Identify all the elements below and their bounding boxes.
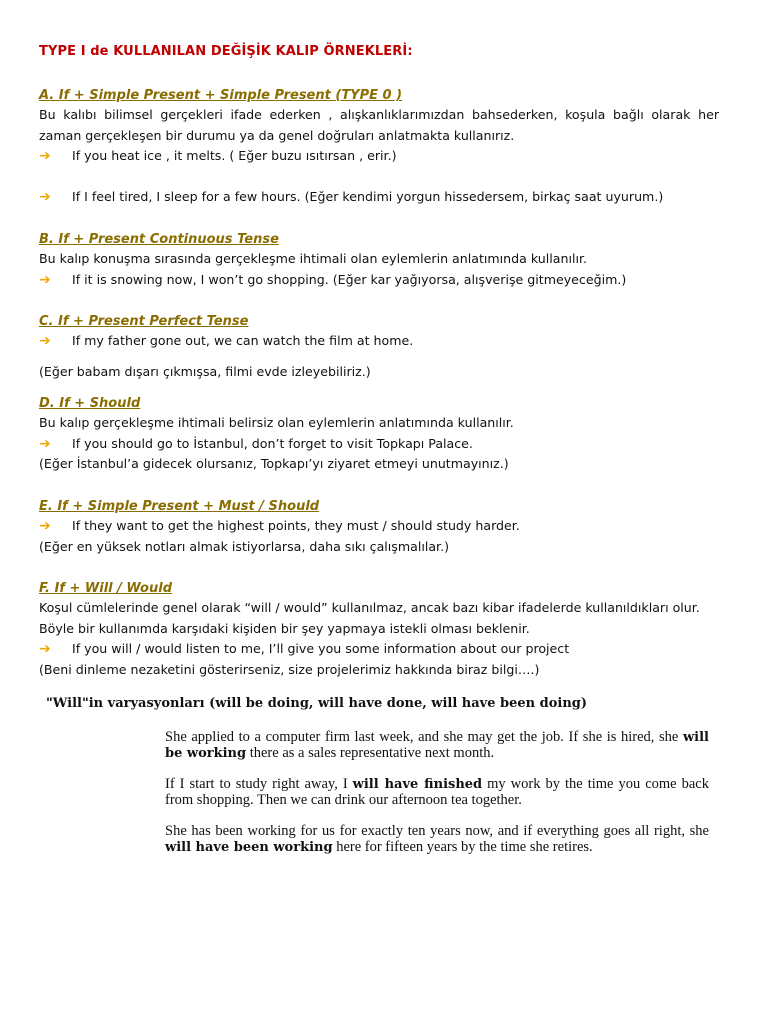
example-line xyxy=(39,331,719,352)
example-text: If my father gone out, we can watch the film at home. xyxy=(72,333,414,348)
highlight-phrase: will have finished xyxy=(352,777,483,792)
example-line xyxy=(39,434,719,455)
example-translation: (Eğer İstanbul’a gidecek olursanız, Topkapı’yı ziyaret etmeyi unutmayınız.) xyxy=(39,456,509,471)
section-description: Bu kalıp konuşma sırasında gerçekleşme ihtimali olan eylemlerin anlatımında kullanılır. xyxy=(39,251,587,266)
example-line xyxy=(39,187,719,208)
will-example-paragraph xyxy=(165,777,709,808)
example-text: If you should go to İstanbul, don’t forget to visit Topkapı Palace. xyxy=(72,435,473,451)
arrow-right-icon: ➔ xyxy=(39,333,51,349)
example-translation: (Beni dinleme nezaketini gösterirseniz, size projelerimiz hakkında biraz bilgi….) xyxy=(39,661,540,677)
section-heading: C. If + Present Perfect Tense xyxy=(39,314,249,329)
will-section-title: "Will"in varyasyonları (will be doing, will have done, will have been doing) xyxy=(46,696,588,711)
example-text: If you will / would listen to me, I’ll give you some information about our project xyxy=(72,641,570,656)
arrow-right-icon: ➔ xyxy=(39,148,51,164)
section-d xyxy=(39,394,719,475)
example-text: If they want to get the highest points, they must / should study harder. xyxy=(72,518,520,533)
section-f xyxy=(39,579,719,680)
arrow-right-icon: ➔ xyxy=(39,271,51,288)
example-text: If you heat ice , it melts. ( Eğer buzu ısıtırsan , erir.) xyxy=(72,148,397,163)
section-description: Bu kalıp gerçekleşme ihtimali belirsiz olan eylemlerin anlatımında kullanılır. xyxy=(39,415,514,430)
paragraph-text: there as a sales representative next month. xyxy=(246,744,495,761)
section-heading: D. If + Should xyxy=(39,396,141,411)
example-line xyxy=(39,639,719,660)
arrow-right-icon: ➔ xyxy=(39,641,51,657)
paragraph-text: here for fifteen years by the time she retires. xyxy=(332,838,593,855)
section-a xyxy=(39,86,719,207)
example-text: If it is snowing now, I won’t go shopping. (Eğer kar yağıyorsa, alışverişe gitmeyeceğim.) xyxy=(72,271,627,287)
highlight-phrase: will have been working xyxy=(165,839,333,855)
example-text: If I feel tired, I sleep for a few hours. (Eğer kendimi yorgun hissedersem, birkaç saat uyurum.) xyxy=(72,188,664,204)
paragraph-text: If I start to study right away, I xyxy=(165,776,353,792)
section-heading: E. If + Simple Present + Must / Should xyxy=(39,499,320,514)
section-e xyxy=(39,497,719,557)
section-description: Koşul cümlelerinde genel olarak “will / would” kullanılmaz, ancak bazı kibar ifadelerde kullanıldıkları olur. xyxy=(39,600,700,615)
paragraph-text: She has been working for us for exactly ten years now, and if everything goes all right, she xyxy=(165,823,709,839)
highlight-phrase: will be working xyxy=(165,730,709,761)
arrow-right-icon: ➔ xyxy=(39,518,51,534)
arrow-right-icon: ➔ xyxy=(39,188,51,205)
example-translation: (Eğer en yüksek notları almak istiyorlarsa, daha sıkı çalışmalılar.) xyxy=(39,538,449,554)
section-b xyxy=(39,230,719,290)
will-examples xyxy=(165,730,709,871)
page-title: TYPE I de KULLANILAN DEĞİŞİK KALIP ÖRNEKLERİ: xyxy=(39,44,413,59)
example-translation: (Eğer babam dışarı çıkmışsa, filmi evde izleyebiliriz.) xyxy=(39,363,371,379)
example-line xyxy=(39,270,719,291)
section-heading: F. If + Will / Would xyxy=(39,581,172,596)
section-heading: A. If + Simple Present + Simple Present (TYPE 0 ) xyxy=(39,88,403,103)
example-line xyxy=(39,516,719,537)
section-heading: B. If + Present Continuous Tense xyxy=(39,232,279,247)
will-example-paragraph xyxy=(165,824,709,855)
section-description: Böyle bir kullanımda karşıdaki kişiden bir şey yapmaya istekli olması beklenir. xyxy=(39,620,530,636)
arrow-right-icon: ➔ xyxy=(39,435,51,452)
section-c xyxy=(39,312,719,382)
paragraph-text: She applied to a computer firm last week, and she may get the job. If she is hired, she xyxy=(165,729,683,745)
paragraph-text: my work by the time you come back from shopping. Then we can drink our afternoon tea together. xyxy=(165,776,709,808)
will-example-paragraph xyxy=(165,730,709,761)
example-line xyxy=(39,146,719,167)
section-description: Bu kalıbı bilimsel gerçekleri ifade ederken , alışkanlıklarımızdan bahsederken, koşula bağlı olarak her zaman gerçekleşen bir durumu ya da genel doğruları anlatmakta kullanırız. xyxy=(39,107,719,143)
